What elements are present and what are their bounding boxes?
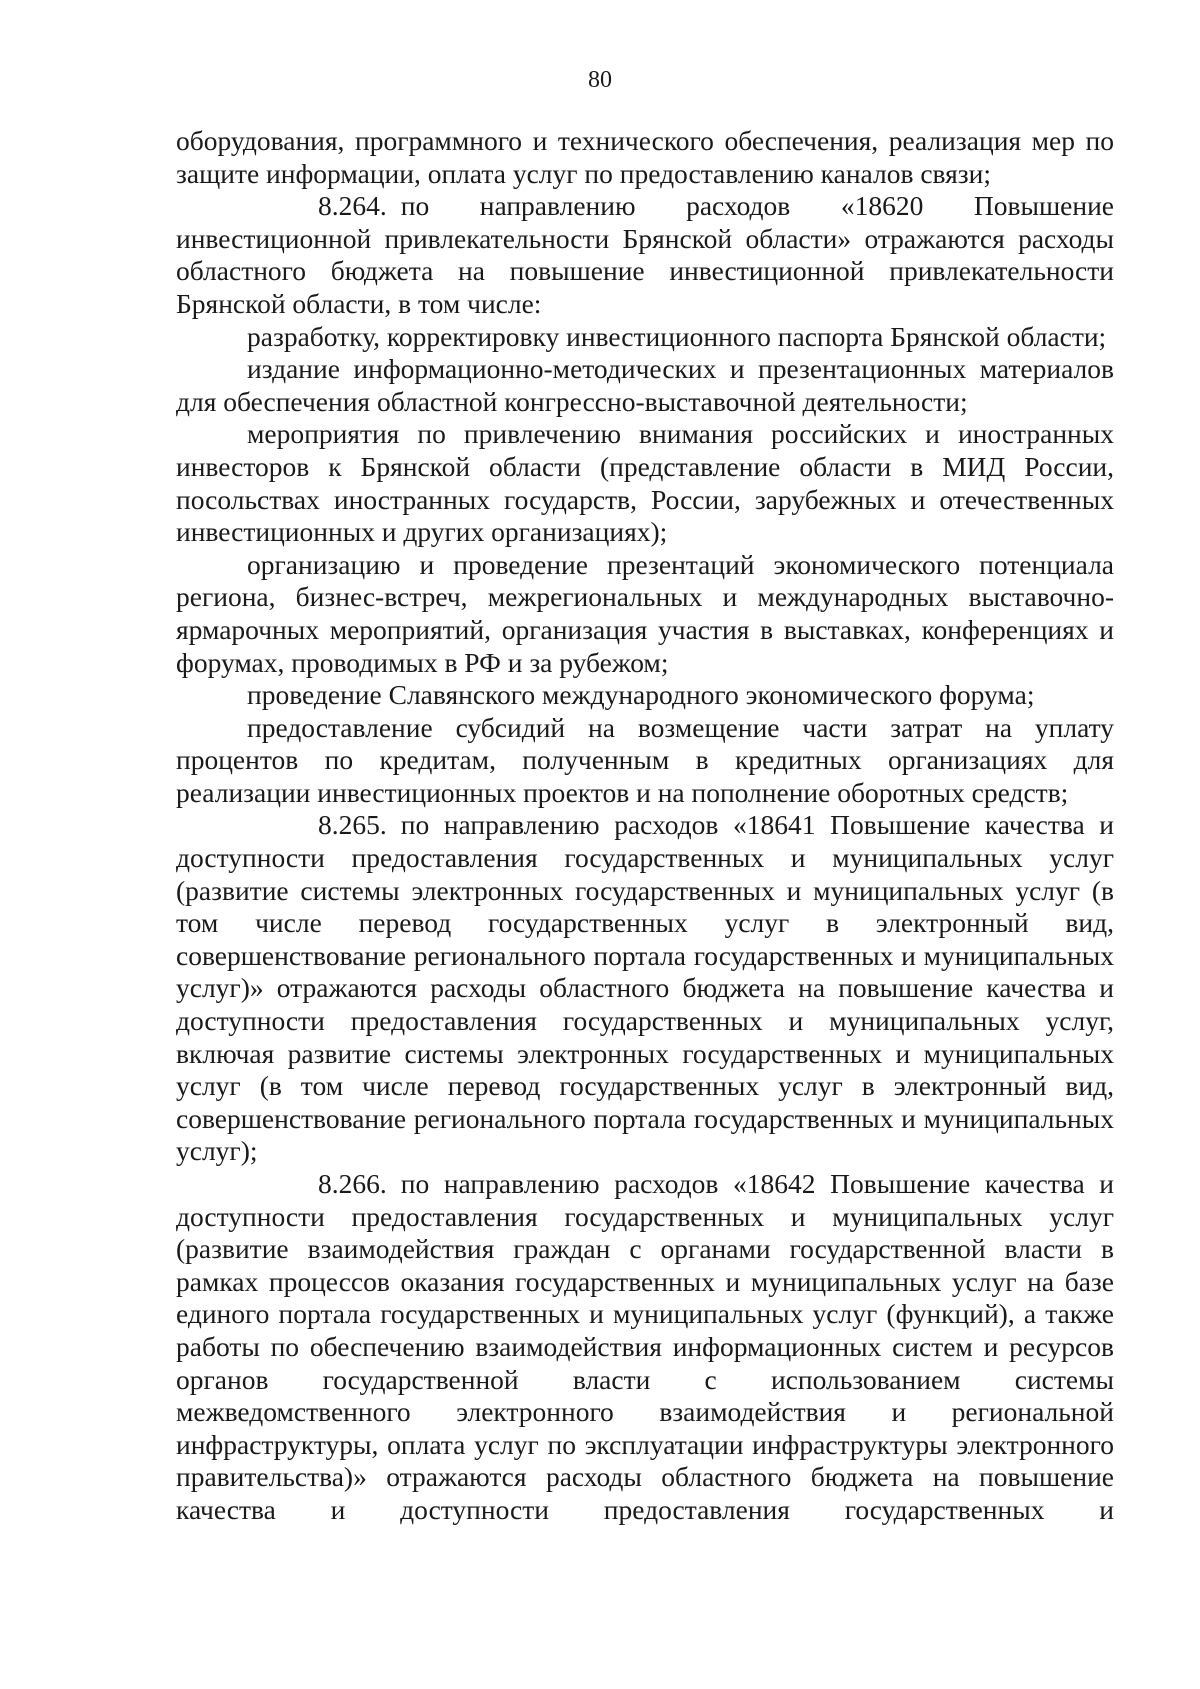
list-item-passport	[176, 321, 1114, 354]
list-item-presentations	[176, 549, 1114, 679]
page-number: 80	[588, 67, 612, 93]
paragraph-text: предоставление субсидий на возмещение части затрат на уплату процентов по кредитам, полученным в кредитных организациях для реализации инвестиционных проектов и на пополнение оборотных средств;	[176, 711, 1114, 808]
list-item-materials	[176, 353, 1114, 418]
paragraph-text: по направлению расходов «18642 Повышение качества и доступности предоставления государственных и муниципальных услуг (развитие взаимодействия граждан с органами государственной власти в рамках процессов оказания государственных и муниципальных услуг на базе единого портала государственных и муниципальных услуг (функций), а также работы по обеспечению взаимодействия информационных систем и ресурсов органов государственной власти с использованием системы межведомственного электронного взаимодействия и региональной инфраструктуры, оплата услуг по эксплуатации инфраструктуры электронного правительства)» отражаются расходы областного бюджета на повышение качества и доступности предоставления государственных и	[176, 1168, 1114, 1525]
paragraph-8-265	[176, 809, 1114, 1168]
paragraph-text: по направлению расходов «18620 Повышение инвестиционной привлекательности Брянской области» отражаются расходы областного бюджета на повышение инвестиционной привлекательности Брянской области, в том числе:	[176, 190, 1114, 319]
list-item-investors	[176, 418, 1114, 548]
paragraph-text: проведение Славянского международного экономического форума;	[247, 679, 1035, 711]
document-body	[176, 125, 1114, 1527]
paragraph-text: разработку, корректировку инвестиционного паспорта Брянской области;	[247, 320, 1107, 352]
paragraph-text: издание информационно-методических и презентационных материалов для обеспечения областной конгрессно-выставочной деятельности;	[176, 353, 1114, 417]
paragraph-8-266	[176, 1168, 1114, 1527]
paragraph-text: организацию и проведение презентаций экономического потенциала региона, бизнес-встреч, межрегиональных и международных выставочно-ярмарочных мероприятий, организация участия в выставках, конференциях и форумах, проводимых в РФ и за рубежом;	[176, 548, 1114, 678]
paragraph-text: по направлению расходов «18641 Повышение качества и доступности предоставления государственных и муниципальных услуг (развитие системы электронных государственных и муниципальных услуг (в том числе перевод государственных услуг в электронный вид, совершенствование регионального портала государственных и муниципальных услуг)» отражаются расходы областного бюджета на повышение качества и доступности предоставления государственных и муниципальных услуг, включая развитие системы электронных государственных и муниципальных услуг (в том числе перевод государственных услуг в электронный вид, совершенствование регионального портала государственных и муниципальных услуг);	[176, 809, 1114, 1167]
paragraph-number: 8.265.	[318, 809, 387, 841]
list-item-forum	[176, 679, 1114, 712]
paragraph-8-264	[176, 190, 1114, 320]
paragraph-text: оборудования, программного и технического обеспечения, реализация мер по защите информации, оплата услуг по предоставлению каналов связи;	[176, 125, 1114, 189]
list-item-subsidies	[176, 712, 1114, 810]
paragraph-number: 8.266.	[318, 1168, 387, 1199]
paragraph-continuation	[176, 125, 1114, 190]
paragraph-number: 8.264.	[318, 190, 387, 222]
paragraph-text: мероприятия по привлечению внимания российских и иностранных инвесторов к Брянской области (представление области в МИД России, посольствах иностранных государств, России, зарубежных и отечественных инвестиционных и других организациях);	[176, 418, 1114, 548]
